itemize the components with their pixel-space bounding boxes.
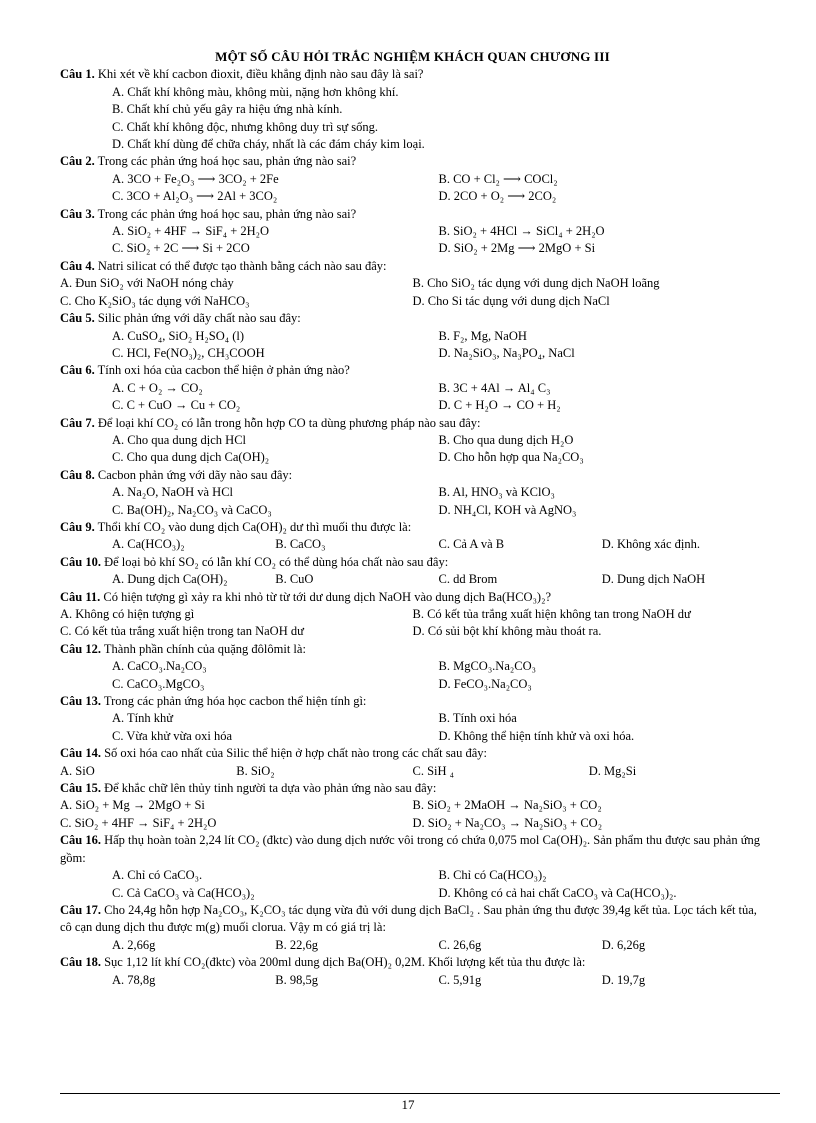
question-stem-line bbox=[60, 258, 765, 275]
question-stem-line bbox=[60, 519, 765, 536]
question-stem-line bbox=[60, 954, 765, 971]
answer-options bbox=[60, 84, 765, 154]
question-stem: Thổi khí CO₂ vào dung dịch Ca(OH)₂ dư thì muối thu được là: bbox=[97, 519, 412, 534]
answer-option: D. Mg₂Si bbox=[588, 763, 637, 778]
answer-option: C. Chất khí không độc, nhưng không duy trì sự sống. bbox=[112, 119, 378, 134]
question bbox=[60, 519, 765, 554]
question-stem: Natri silicat có thể được tạo thành bằng cách nào sau đây: bbox=[97, 258, 387, 273]
answer-option: C. HCl, Fe(NO₃)₂, CH₃COOH bbox=[112, 345, 265, 360]
question bbox=[60, 66, 765, 153]
question-stem: Cacbon phản ứng với dãy nào sau đây: bbox=[97, 467, 293, 482]
answer-options bbox=[60, 606, 765, 641]
page-number: 17 bbox=[401, 1097, 415, 1112]
answer-options bbox=[60, 171, 765, 206]
answer-option: C. Cho qua dung dịch Ca(OH)₂ bbox=[112, 450, 270, 465]
answer-option: A. Ca(HCO₃)₂ bbox=[112, 537, 185, 552]
question bbox=[60, 693, 765, 745]
answer-option: C. 5,91g bbox=[438, 972, 482, 987]
question-number: Câu 9. bbox=[60, 519, 95, 534]
question bbox=[60, 589, 765, 641]
question-list bbox=[60, 66, 765, 989]
answer-options bbox=[60, 275, 765, 310]
question-number: Câu 4. bbox=[60, 258, 95, 273]
question-stem-line bbox=[60, 206, 765, 223]
question bbox=[60, 362, 765, 414]
answer-option: C. 3CO + Al₂O₃ ⟶ 2Al + 3CO₂ bbox=[112, 189, 278, 204]
answer-option: B. 3C + 4Al → Al₄ C₃ bbox=[438, 380, 551, 395]
answer-options bbox=[60, 571, 765, 588]
answer-option: C. Ba(OH)₂, Na₂CO₃ và CaCO₃ bbox=[112, 502, 272, 517]
answer-option: C. 26,6g bbox=[438, 937, 482, 952]
question-number: Câu 3. bbox=[60, 206, 95, 221]
answer-option: D. SiO₂ + 2Mg ⟶ 2MgO + Si bbox=[438, 241, 596, 256]
question-stem: Để loại bỏ khí SO₂ có lẫn khí CO₂ có thể dùng hóa chất nào sau đây: bbox=[104, 554, 449, 569]
question-stem-line bbox=[60, 902, 765, 937]
question-number: Câu 7. bbox=[60, 415, 95, 430]
answer-option: D. C + H₂O → CO + H₂ bbox=[438, 398, 561, 413]
answer-option: B. Al, HNO₃ và KClO₃ bbox=[438, 485, 555, 500]
question-stem: Có hiện tượng gì xảy ra khi nhỏ từ từ tới dư dung dịch NaOH vào dung dịch Ba(HCO₃)₂? bbox=[103, 589, 552, 604]
question-number: Câu 2. bbox=[60, 154, 95, 169]
answer-option: D. Cho Si tác dụng với dung dịch NaCl bbox=[412, 293, 610, 308]
answer-option: A. Dung dịch Ca(OH)₂ bbox=[112, 572, 228, 587]
question bbox=[60, 780, 765, 832]
question-stem: Trong các phản ứng hoá học sau, phản ứng nào sai? bbox=[97, 206, 357, 221]
answer-option: A. Tính khử bbox=[112, 711, 174, 726]
answer-option: B. SiO₂ + 4HCl → SiCl₄ + 2H₂O bbox=[438, 224, 605, 239]
question bbox=[60, 310, 765, 362]
answer-option: D. Chất khí dùng để chữa cháy, nhất là các đám cháy kim loại. bbox=[112, 137, 425, 152]
answer-options bbox=[60, 223, 765, 258]
question-stem-line bbox=[60, 554, 765, 571]
question bbox=[60, 206, 765, 258]
answer-option: B. F₂, Mg, NaOH bbox=[438, 328, 527, 343]
answer-option: C. CaCO₃.MgCO₃ bbox=[112, 676, 205, 691]
answer-option: A. CaCO₃.Na₂CO₃ bbox=[112, 659, 207, 674]
answer-option: D. FeCO₃.Na₂CO₃ bbox=[438, 676, 532, 691]
answer-option: B. Tính oxi hóa bbox=[438, 711, 517, 726]
answer-option: B. Cho SiO₂ tác dụng với dung dịch NaOH loãng bbox=[412, 276, 660, 291]
question-stem-line bbox=[60, 362, 765, 379]
answer-option: A. Cho qua dung dịch HCl bbox=[112, 432, 247, 447]
question-stem-line bbox=[60, 589, 765, 606]
answer-options bbox=[60, 867, 765, 902]
question bbox=[60, 832, 765, 902]
question-stem-line bbox=[60, 641, 765, 658]
answer-options bbox=[60, 536, 765, 553]
question bbox=[60, 415, 765, 467]
answer-option: B. CuO bbox=[275, 572, 314, 587]
answer-option: A. Chất khí không màu, không mùi, nặng hơn không khí. bbox=[112, 84, 399, 99]
question-number: Câu 11. bbox=[60, 589, 101, 604]
answer-option: B. Có kết tủa trắng xuất hiện không tan trong NaOH dư bbox=[412, 607, 691, 621]
answer-option: B. SiO₂ + 2MaOH → Na₂SiO₃ + CO₂ bbox=[412, 798, 602, 813]
answer-options bbox=[60, 763, 765, 780]
question bbox=[60, 554, 765, 589]
answer-option: A. SiO bbox=[60, 763, 95, 778]
question-stem: Trong các phản ứng hóa học cacbon thể hiện tính gì: bbox=[103, 694, 367, 709]
question-stem: Thành phần chính của quặng đôlômit là: bbox=[103, 641, 306, 656]
answer-option: A. SiO₂ + Mg → 2MgO + Si bbox=[60, 798, 205, 813]
question-number: Câu 5. bbox=[60, 311, 95, 326]
answer-option: A. SiO₂ + 4HF → SiF₄ + 2H₂O bbox=[112, 224, 270, 239]
question-stem: Để khắc chữ lên thủy tinh người ta dựa vào phản ứng nào sau đây: bbox=[104, 781, 437, 796]
question bbox=[60, 902, 765, 954]
answer-option: C. Cả A và B bbox=[438, 537, 505, 552]
answer-option: D. Không thể hiện tính khử và oxi hóa. bbox=[438, 728, 635, 743]
answer-option: B. Chất khí chủ yếu gây ra hiệu ứng nhà kính. bbox=[112, 102, 343, 117]
question bbox=[60, 745, 765, 780]
question-number: Câu 18. bbox=[60, 955, 101, 970]
question-number: Câu 10. bbox=[60, 554, 101, 569]
question-number: Câu 8. bbox=[60, 467, 95, 482]
answer-option: D. NH₄Cl, KOH và AgNO₃ bbox=[438, 502, 577, 517]
answer-option: B. SiO₂ bbox=[236, 763, 275, 778]
answer-option: C. Vừa khử vừa oxi hóa bbox=[112, 728, 233, 743]
question-stem: Tính oxi hóa của cacbon thể hiện ở phản ứng nào? bbox=[97, 363, 350, 378]
question-number: Câu 15. bbox=[60, 781, 101, 796]
answer-option: C. SiH ₄ bbox=[412, 763, 455, 778]
question-number: Câu 1. bbox=[60, 67, 95, 82]
question-stem-line bbox=[60, 310, 765, 327]
footer-divider bbox=[60, 1093, 780, 1094]
answer-option: B. Cho qua dung dịch H₂O bbox=[438, 432, 574, 447]
answer-option: A. Na₂O, NaOH và HCl bbox=[112, 485, 234, 500]
question bbox=[60, 467, 765, 519]
question-number: Câu 16. bbox=[60, 833, 101, 848]
answer-options bbox=[60, 972, 765, 989]
answer-option: A. Không có hiện tượng gì bbox=[60, 607, 195, 621]
answer-options bbox=[60, 484, 765, 519]
answer-option: A. CuSO₄, SiO₂ H₂SO₄ (l) bbox=[112, 328, 245, 343]
answer-option: C. C + CuO → Cu + CO₂ bbox=[112, 398, 241, 413]
question-stem-line bbox=[60, 832, 765, 867]
answer-option: D. 6,26g bbox=[601, 937, 646, 952]
exam-page bbox=[60, 48, 765, 989]
answer-option: C. Cả CaCO₃ và Ca(HCO₃)₂ bbox=[112, 885, 255, 900]
page-title: MỘT SỐ CÂU HỎI TRẮC NGHIỆM KHÁCH QUAN CHƯƠNG III bbox=[215, 49, 610, 64]
answer-option: D. 19,7g bbox=[601, 972, 646, 987]
question-number: Câu 13. bbox=[60, 694, 101, 709]
answer-option: D. SiO₂ + Na₂CO₃ → Na₂SiO₃ + CO₂ bbox=[412, 815, 603, 830]
answer-options bbox=[60, 328, 765, 363]
question-stem-line bbox=[60, 415, 765, 432]
question-stem-line bbox=[60, 780, 765, 797]
question bbox=[60, 258, 765, 310]
answer-options bbox=[60, 797, 765, 832]
question-stem: Silic phản ứng với dãy chất nào sau đây: bbox=[97, 311, 301, 326]
question-stem: Cho 24,4g hỗn hợp Na₂CO₃, K₂CO₃ tác dụng vừa đủ với dung dịch BaCl₂ . Sau phản ứng thu được 39,4g kết tủa. Lọc tách kết tủa, cô cạn dung dịch thu được m(g) muối clorua. Vậy m có giá trị là: bbox=[60, 902, 757, 935]
question-number: Câu 12. bbox=[60, 641, 101, 656]
answer-options bbox=[60, 380, 765, 415]
answer-option: A. 78,8g bbox=[112, 972, 156, 987]
question-stem: Trong các phản ứng hoá học sau, phản ứng nào sai? bbox=[97, 154, 357, 169]
question-number: Câu 6. bbox=[60, 363, 95, 378]
answer-option: D. Dung dịch NaOH bbox=[601, 572, 706, 587]
question-stem-line bbox=[60, 467, 765, 484]
answer-option: D. Không có cả hai chất CaCO₃ và Ca(HCO₃)₂. bbox=[438, 885, 677, 900]
answer-option: B. 22,6g bbox=[275, 937, 318, 952]
question bbox=[60, 153, 765, 205]
answer-options bbox=[60, 432, 765, 467]
question-stem-line bbox=[60, 693, 765, 710]
question bbox=[60, 641, 765, 693]
answer-option: C. Có kết tủa trắng xuất hiện trong tan NaOH dư bbox=[60, 624, 304, 639]
answer-option: D. Na₂SiO₃, Na₃PO₄, NaCl bbox=[438, 345, 575, 360]
question-stem: Để loại khí CO₂ có lẫn trong hỗn hợp CO ta dùng phương pháp nào sau đây: bbox=[97, 415, 481, 430]
answer-option: D. Cho hỗn hợp qua Na₂CO₃ bbox=[438, 450, 584, 465]
answer-option: C. SiO₂ + 2C ⟶ Si + 2CO bbox=[112, 241, 250, 256]
question-stem-line bbox=[60, 745, 765, 762]
answer-option: C. SiO₂ + 4HF → SiF₄ + 2H₂O bbox=[60, 815, 217, 830]
question-stem: Số oxi hóa cao nhất của Silic thể hiện ở hợp chất nào trong các chất sau đây: bbox=[104, 746, 488, 761]
answer-option: A. 2,66g bbox=[112, 937, 156, 952]
question-stem: Khi xét về khí cacbon đioxit, điều khẳng định nào sau đây là sai? bbox=[97, 67, 424, 82]
question bbox=[60, 954, 765, 989]
answer-option: D. Có sủi bột khí không màu thoát ra. bbox=[412, 624, 602, 639]
answer-option: A. Đun SiO₂ với NaOH nóng chảy bbox=[60, 276, 234, 291]
answer-option: B. CaCO₃ bbox=[275, 537, 326, 552]
answer-option: A. 3CO + Fe₂O₃ ⟶ 3CO₂ + 2Fe bbox=[112, 171, 279, 186]
answer-option: A. Chỉ có CaCO₃. bbox=[112, 868, 203, 883]
answer-options bbox=[60, 710, 765, 745]
answer-option: B. 98,5g bbox=[275, 972, 318, 987]
answer-option: C. dd Brom bbox=[438, 572, 498, 587]
question-stem-line bbox=[60, 153, 765, 170]
answer-option: D. 2CO + O₂ ⟶ 2CO₂ bbox=[438, 189, 557, 204]
question-stem: Sục 1,12 lít khí CO₂(đktc) vòa 200ml dung dịch Ba(OH)₂ 0,2M. Khối lượng kết tủa thu được là: bbox=[104, 955, 586, 970]
answer-options bbox=[60, 937, 765, 954]
question-number: Câu 17. bbox=[60, 902, 101, 917]
answer-option: B. MgCO₃.Na₂CO₃ bbox=[438, 659, 536, 674]
answer-option: B. CO + Cl₂ ⟶ COCl₂ bbox=[438, 171, 558, 186]
question-stem: Hấp thụ hoàn toàn 2,24 lít CO₂ (đktc) vào dung dịch nước vôi trong có chứa 0,075 mol Ca(OH)₂. Sản phẩm thu được sau phản ứng gồm: bbox=[60, 833, 760, 865]
question-number: Câu 14. bbox=[60, 746, 101, 761]
answer-option: B. Chỉ có Ca(HCO₃)₂ bbox=[438, 868, 547, 883]
answer-options bbox=[60, 658, 765, 693]
question-stem-line bbox=[60, 66, 765, 83]
answer-option: D. Không xác định. bbox=[601, 537, 700, 552]
answer-option: A. C + O₂ → CO₂ bbox=[112, 380, 203, 395]
answer-option: C. Cho K₂SiO₃ tác dụng với NaHCO₃ bbox=[60, 293, 250, 308]
